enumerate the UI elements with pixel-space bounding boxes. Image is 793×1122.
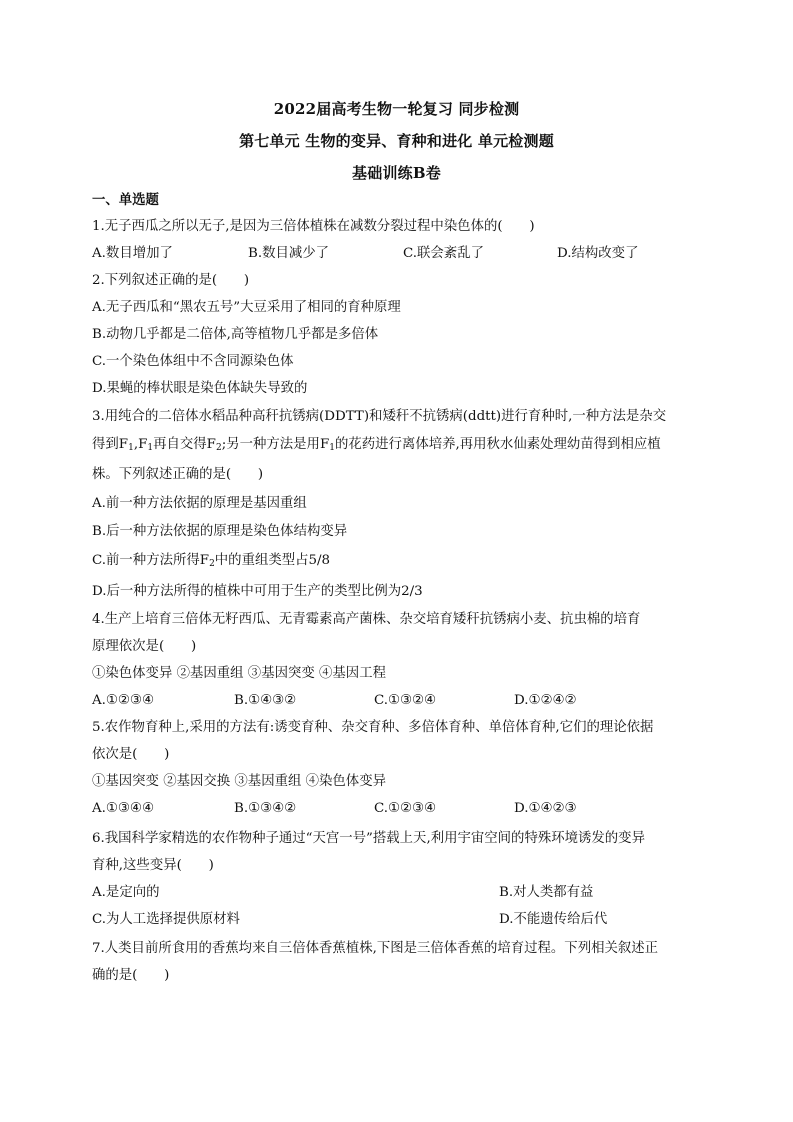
q5-option-b: B.①③④② — [234, 801, 297, 816]
q3-stem-line1: 3.用纯合的二倍体水稻品种高秆抗锈病(DDTT)和矮秆不抗锈病(ddtt)进行育种时,一种方法是杂交 — [92, 409, 667, 424]
q2-option-a: A.无子西瓜和“黑农五号”大豆采用了相同的育种原理 — [92, 300, 401, 315]
q7-stem-line1: 7.人类目前所食用的香蕉均来自三倍体香蕉植株,下图是三倍体香蕉的培育过程。下列相关叙述正 — [92, 941, 659, 956]
q5-option-c: C.①②③④ — [374, 801, 437, 816]
q6-stem-line1: 6.我国科学家精选的农作物种子通过“天宫一号”搭载上天,利用宇宙空间的特殊环境诱发的变异 — [92, 831, 645, 846]
q4-option-b: B.①④③② — [234, 693, 297, 708]
q5-stem-line1: 5.农作物育种上,采用的方法有:诱变育种、杂交育种、多倍体育种、单倍体育种,它们的理论依据 — [92, 720, 654, 735]
q2-option-d: D.果蝇的棒状眼是染色体缺失导致的 — [92, 381, 308, 396]
q4-option-a: A.①②③④ — [92, 693, 154, 708]
q1-option-d: D.结构改变了 — [557, 246, 639, 261]
q4-stem-line1: 4.生产上培育三倍体无籽西瓜、无青霉素高产菌株、杂交培育矮秆抗锈病小麦、抗虫棉的培育 — [92, 612, 641, 627]
q3-option-b: B.后一种方法依据的原理是染色体结构变异 — [92, 524, 348, 539]
q1-option-c: C.联会紊乱了 — [403, 246, 484, 261]
q6-option-b: B.对人类都有益 — [499, 885, 594, 900]
q6-option-d: D.不能遗传给后代 — [499, 912, 608, 927]
doc-title: 2022届高考生物一轮复习 同步检测 — [273, 100, 520, 118]
q4-choice-list: ①染色体变异 ②基因重组 ③基因突变 ④基因工程 — [92, 666, 386, 681]
q5-option-d: D.①④②③ — [514, 801, 577, 816]
q3-stem-line2: 得到$F_1,F_1$再自交得$F_2$;另一种方法是用$F_1$的花药进行离体培养,再用秋水仙素处理幼苗得到相应植 — [92, 437, 661, 453]
doc-subtitle-volume: 基础训练B卷 — [352, 164, 441, 182]
q2-option-b: B.动物几乎都是二倍体,高等植物几乎都是多倍体 — [92, 327, 379, 342]
q6-option-c: C.为人工选择提供原材料 — [92, 912, 240, 927]
q5-choice-list: ①基因突变 ②基因交换 ③基因重组 ④染色体变异 — [92, 774, 386, 789]
q1-stem: 1.无子西瓜之所以无子,是因为三倍体植株在减数分裂过程中染色体的( ) — [92, 219, 535, 234]
doc-subtitle: 第七单元 生物的变异、育种和进化 单元检测题 — [239, 132, 554, 150]
q4-option-d: D.①②④② — [514, 693, 577, 708]
q7-stem-line2: 确的是( ) — [92, 968, 170, 983]
q4-option-c: C.①③②④ — [374, 693, 437, 708]
q5-stem-line2: 依次是( ) — [92, 747, 170, 762]
q5-option-a: A.①③④④ — [92, 801, 154, 816]
q2-stem: 2.下列叙述正确的是( ) — [92, 273, 250, 288]
q3-option-d: D.后一种方法所得的植株中可用于生产的类型比例为2/3 — [92, 584, 423, 599]
q3-stem-line3: 株。下列叙述正确的是( ) — [92, 467, 264, 482]
q1-option-b: B.数目减少了 — [248, 246, 330, 261]
q6-option-a: A.是定向的 — [92, 885, 160, 900]
q2-option-c: C.一个染色体组中不含同源染色体 — [92, 354, 294, 369]
q4-stem-line2: 原理依次是( ) — [92, 639, 197, 654]
q3-option-c: C.前一种方法所得$F_2$中的重组类型占5/8 — [92, 553, 331, 569]
q6-stem-line2: 育种,这些变异( ) — [92, 858, 214, 873]
q3-option-a: A.前一种方法依据的原理是基因重组 — [92, 496, 307, 511]
section-heading: 一、单选题 — [92, 192, 159, 208]
q1-option-a: A.数目增加了 — [92, 246, 173, 261]
